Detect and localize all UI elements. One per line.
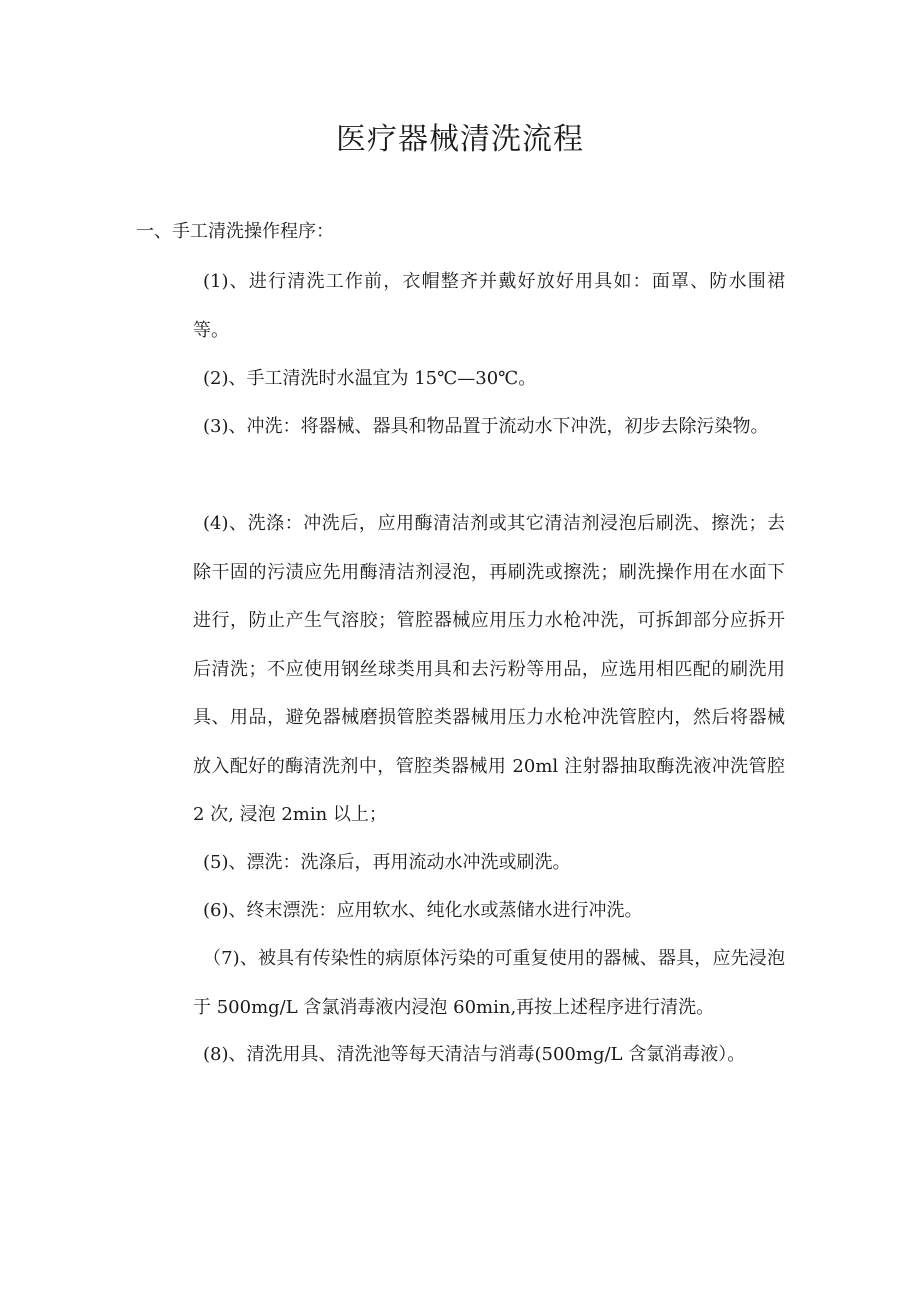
list-item-3: (3)、冲洗：将器械、器具和物品置于流动水下冲洗，初步去除污染物。: [203, 416, 769, 437]
list-item-1: (1)、进行清洗工作前，衣帽整齐并戴好放好用具如：面罩、防水围裙等。: [193, 271, 785, 341]
list-item-8: (8)、清洗用具、清洗池等每天清洁与消毒(500mg/L 含氯消毒液）。: [203, 1044, 746, 1065]
list-item-4: (4)、洗涤：冲洗后，应用酶清洁剂或其它清洁剂浸泡后刷洗、擦洗；去除干固的污渍应先用酶清洁剂浸泡，再刷洗或擦洗；刷洗操作用在水面下进行，防止产生气溶胶；管腔器械应用压力水枪冲洗，可拆卸部分应拆开后清洗；不应使用钢丝球类用具和去污粉等用品，应选用相匹配的刷洗用具、用品，避免器械磨损管腔类器械用压力水枪冲洗管腔内，然后将器械放入配好的酶清洗剂中，管腔类器械用 20ml 注射器抽取酶洗液冲洗管腔 2 次, 浸泡 2min 以上；: [193, 513, 785, 825]
page-title: 医疗器械清洗流程: [336, 122, 584, 157]
section-heading: 一、手工清洗操作程序：: [136, 221, 334, 242]
list-item-7: （7)、被具有传染性的病原体污染的可重复使用的器械、器具，应先浸泡于 500mg/L 含氯消毒液内浸泡 60min,再按上述程序进行清洗。: [193, 948, 785, 1018]
list-item-2: (2)、手工清洗时水温宜为 15℃—30℃。: [203, 368, 537, 389]
list-item-5: (5)、漂洗：洗涤后，再用流动水冲洗或刷洗。: [203, 852, 571, 873]
list-item-6: (6)、终末漂洗：应用软水、纯化水或蒸储水进行冲洗。: [203, 900, 643, 921]
